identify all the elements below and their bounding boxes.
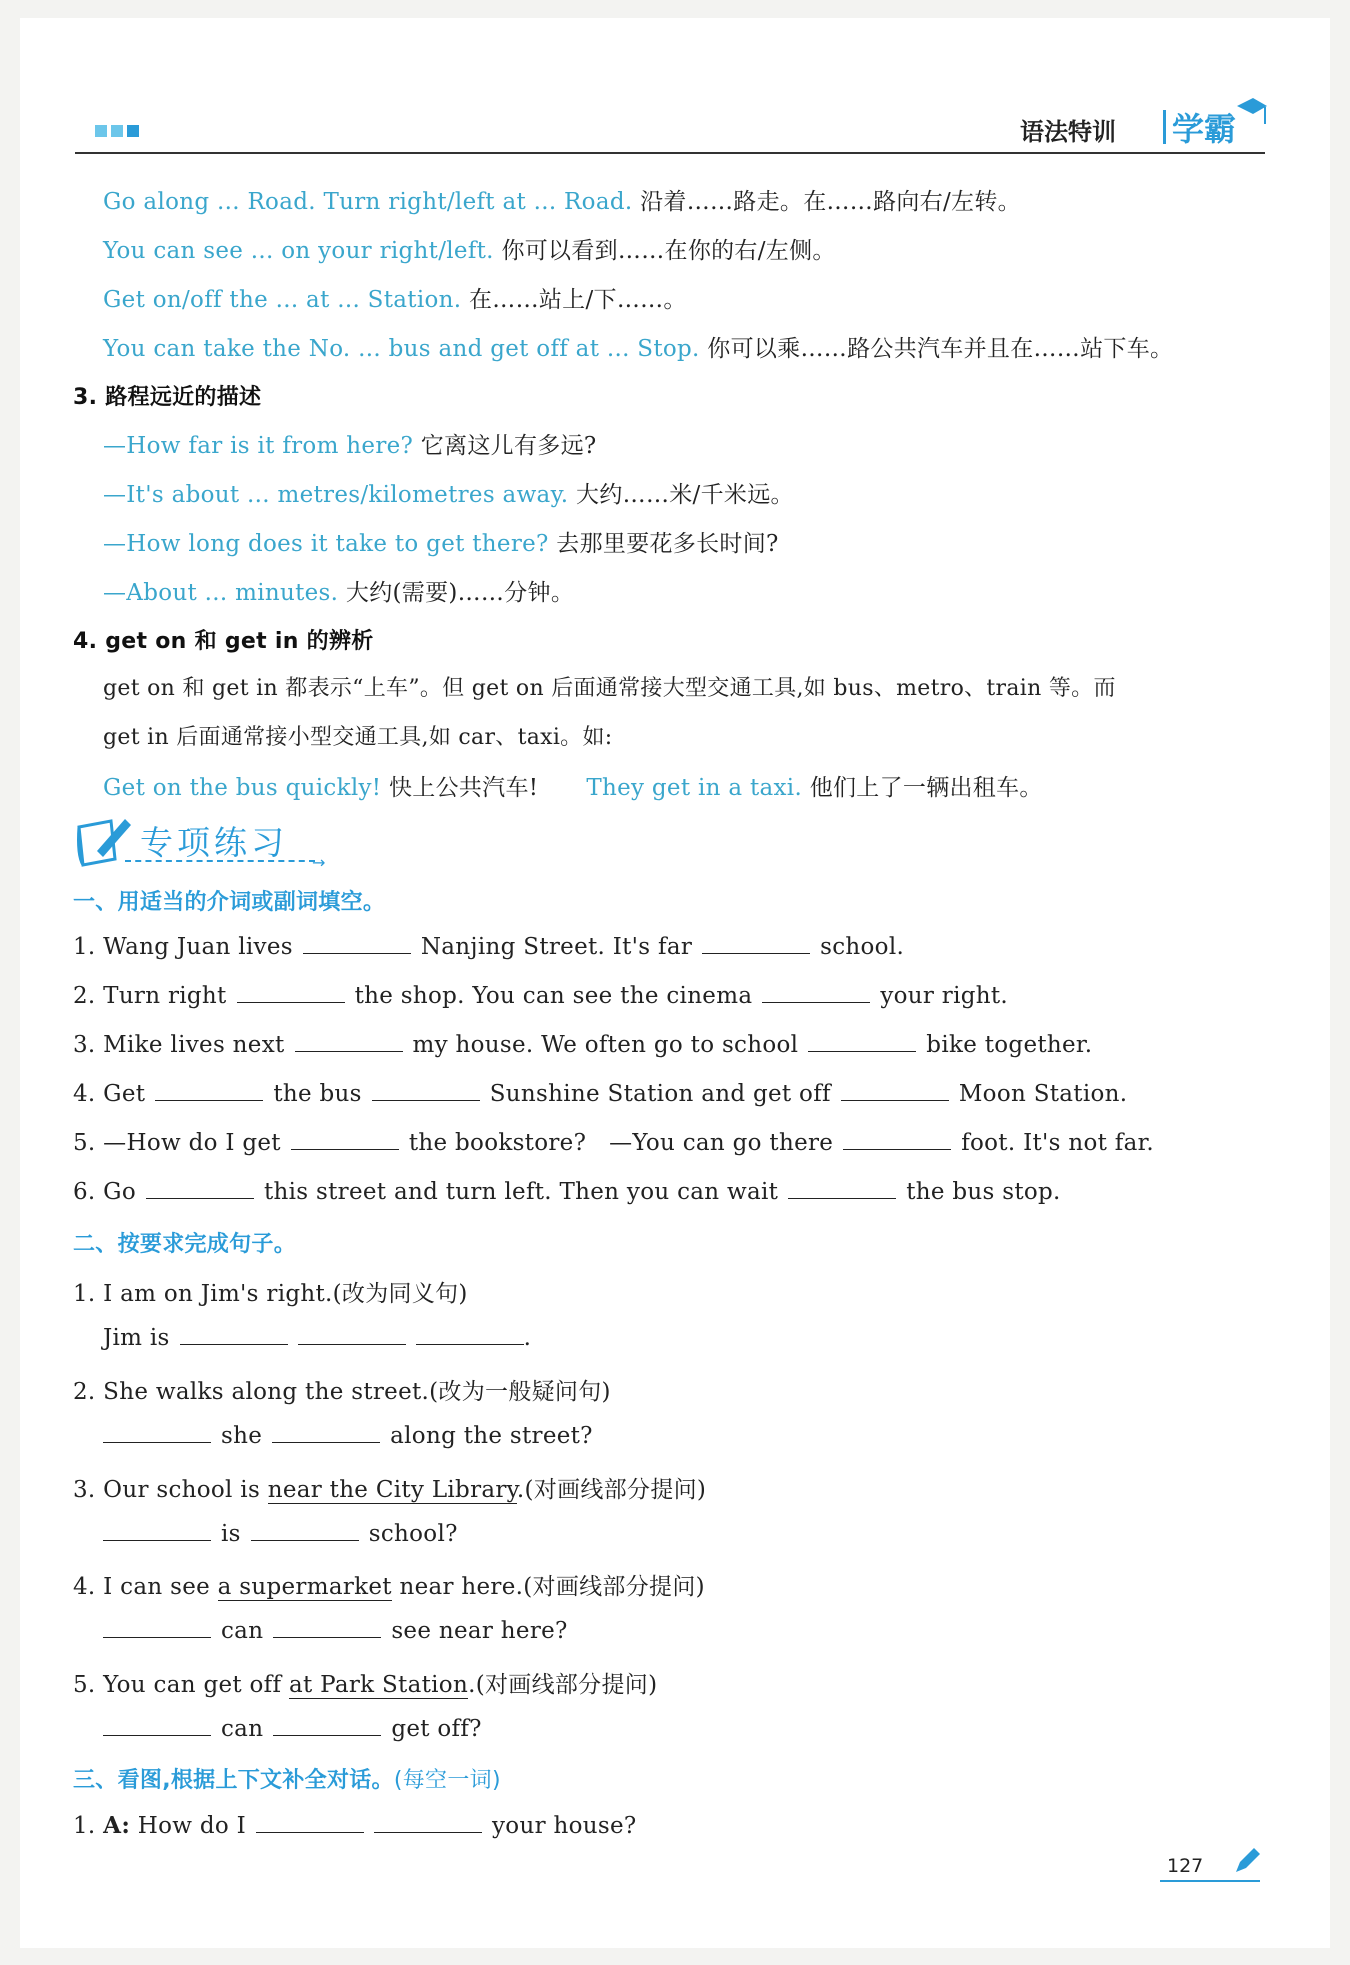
header-decoration [95,125,139,137]
header-divider [1163,110,1166,144]
exercise-item: 4. I can see a supermarket near here.(对画线部分提问) [73,1574,705,1600]
answer-blank[interactable] [295,1031,403,1052]
answer-blank[interactable] [843,1129,951,1150]
exercise-item: 3. Our school is near the City Library.(对画线部分提问) [73,1477,707,1503]
answer-line: Jim is . [103,1325,532,1351]
underlined-phrase: near the City Library [267,1477,517,1503]
underlined-phrase: at Park Station [288,1672,469,1698]
section-4-heading: 4. get on 和 get in 的辨析 [73,629,374,654]
answer-blank[interactable] [103,1715,211,1736]
dialogue-line: —How long does it take to get there? 去那里要花多长时间? [103,531,779,557]
header-title: 语法特训 [1020,118,1116,146]
answer-blank[interactable] [155,1080,263,1101]
dialogue-line: —About ... minutes. 大约(需要)……分钟。 [103,580,575,606]
part-1-title: 一、用适当的介词或副词填空。 [73,890,386,915]
phrase-line: You can see ... on your right/left. 你可以看到……在你的右/左侧。 [103,238,836,264]
answer-blank[interactable] [291,1129,399,1150]
answer-line: can get off? [103,1715,482,1742]
phrase-line: Get on/off the ... at ... Station. 在……站上/下……。 [103,287,687,313]
banner-dashed-line [125,860,315,862]
answer-blank[interactable] [416,1324,524,1345]
answer-blank[interactable] [103,1617,211,1638]
answer-blank[interactable] [103,1520,211,1541]
answer-blank[interactable] [788,1178,896,1199]
exercise-item: 1. A: How do I your house? [73,1812,637,1839]
answer-blank[interactable] [146,1178,254,1199]
answer-blank[interactable] [272,1422,380,1443]
answer-blank[interactable] [762,982,870,1003]
exercise-item: 3. Mike lives next my house. We often go to school bike together. [73,1032,1093,1058]
underlined-phrase: a supermarket [217,1574,392,1600]
dialogue-line: —How far is it from here? 它离这儿有多远? [103,433,597,459]
phrase-line: You can take the No. ... bus and get off at ... Stop. 你可以乘……路公共汽车并且在……站下车。 [103,336,1174,362]
answer-blank[interactable] [237,982,345,1003]
exercise-item: 5. You can get off at Park Station.(对画线部分提问) [73,1672,658,1698]
exercise-item: 2. Turn right the shop. You can see the cinema your right. [73,983,1009,1009]
section-4-paragraph: get on 和 get in 都表示“上车”。但 get on 后面通常接大型交通工具,如 bus、metro、train 等。而 [103,676,1116,701]
exercise-item: 4. Get the bus Sunshine Station and get off Moon Station. [73,1081,1128,1107]
answer-line: she along the street? [103,1422,593,1449]
answer-blank[interactable] [374,1812,482,1833]
answer-blank[interactable] [103,1422,211,1443]
exercise-item: 2. She walks along the street.(改为一般疑问句) [73,1379,611,1405]
section-4-paragraph: get in 后面通常接小型交通工具,如 car、taxi。如: [103,725,613,750]
exercise-item: 6. Go this street and turn left. Then you can wait the bus stop. [73,1179,1061,1205]
answer-line: can see near here? [103,1617,568,1644]
exercise-item: 1. Wang Juan lives Nanjing Street. It's far school. [73,934,905,960]
part-2-title: 二、按要求完成句子。 [73,1232,297,1257]
pencil-icon [1232,1846,1262,1876]
part-3-title: 三、看图,根据上下文补全对话。(每空一词) [73,1768,501,1793]
header-rule [75,152,1265,154]
section-3-heading: 3. 路程远近的描述 [73,385,262,410]
answer-blank[interactable] [273,1617,381,1638]
dialogue-line: —It's about ... metres/kilometres away. 大约……米/千米远。 [103,482,794,508]
answer-blank[interactable] [251,1520,359,1541]
answer-blank[interactable] [180,1324,288,1345]
practice-banner-title: 专项练习 [140,823,288,862]
answer-blank[interactable] [298,1324,406,1345]
page-number: 127 [1167,1855,1204,1877]
example-line: Get on the bus quickly! 快上公共汽车! They get in a taxi. 他们上了一辆出租车。 [103,775,1043,801]
answer-line: is school? [103,1520,458,1547]
footer-rule [1160,1880,1260,1882]
graduation-cap-icon [1235,96,1269,136]
answer-blank[interactable] [808,1031,916,1052]
answer-blank[interactable] [303,933,411,954]
answer-blank[interactable] [841,1080,949,1101]
phrase-line: Go along ... Road. Turn right/left at ... Road. 沿着……路走。在……路向右/左转。 [103,189,1021,215]
exercise-item: 5. —How do I get the bookstore? —You can go there foot. It's not far. [73,1130,1154,1156]
arrow-right-icon: → [312,853,326,872]
exercise-item: 1. I am on Jim's right.(改为同义句) [73,1281,468,1307]
answer-blank[interactable] [256,1812,364,1833]
header-brand: 学霸 [1172,110,1237,148]
answer-blank[interactable] [372,1080,480,1101]
answer-blank[interactable] [702,933,810,954]
answer-blank[interactable] [273,1715,381,1736]
